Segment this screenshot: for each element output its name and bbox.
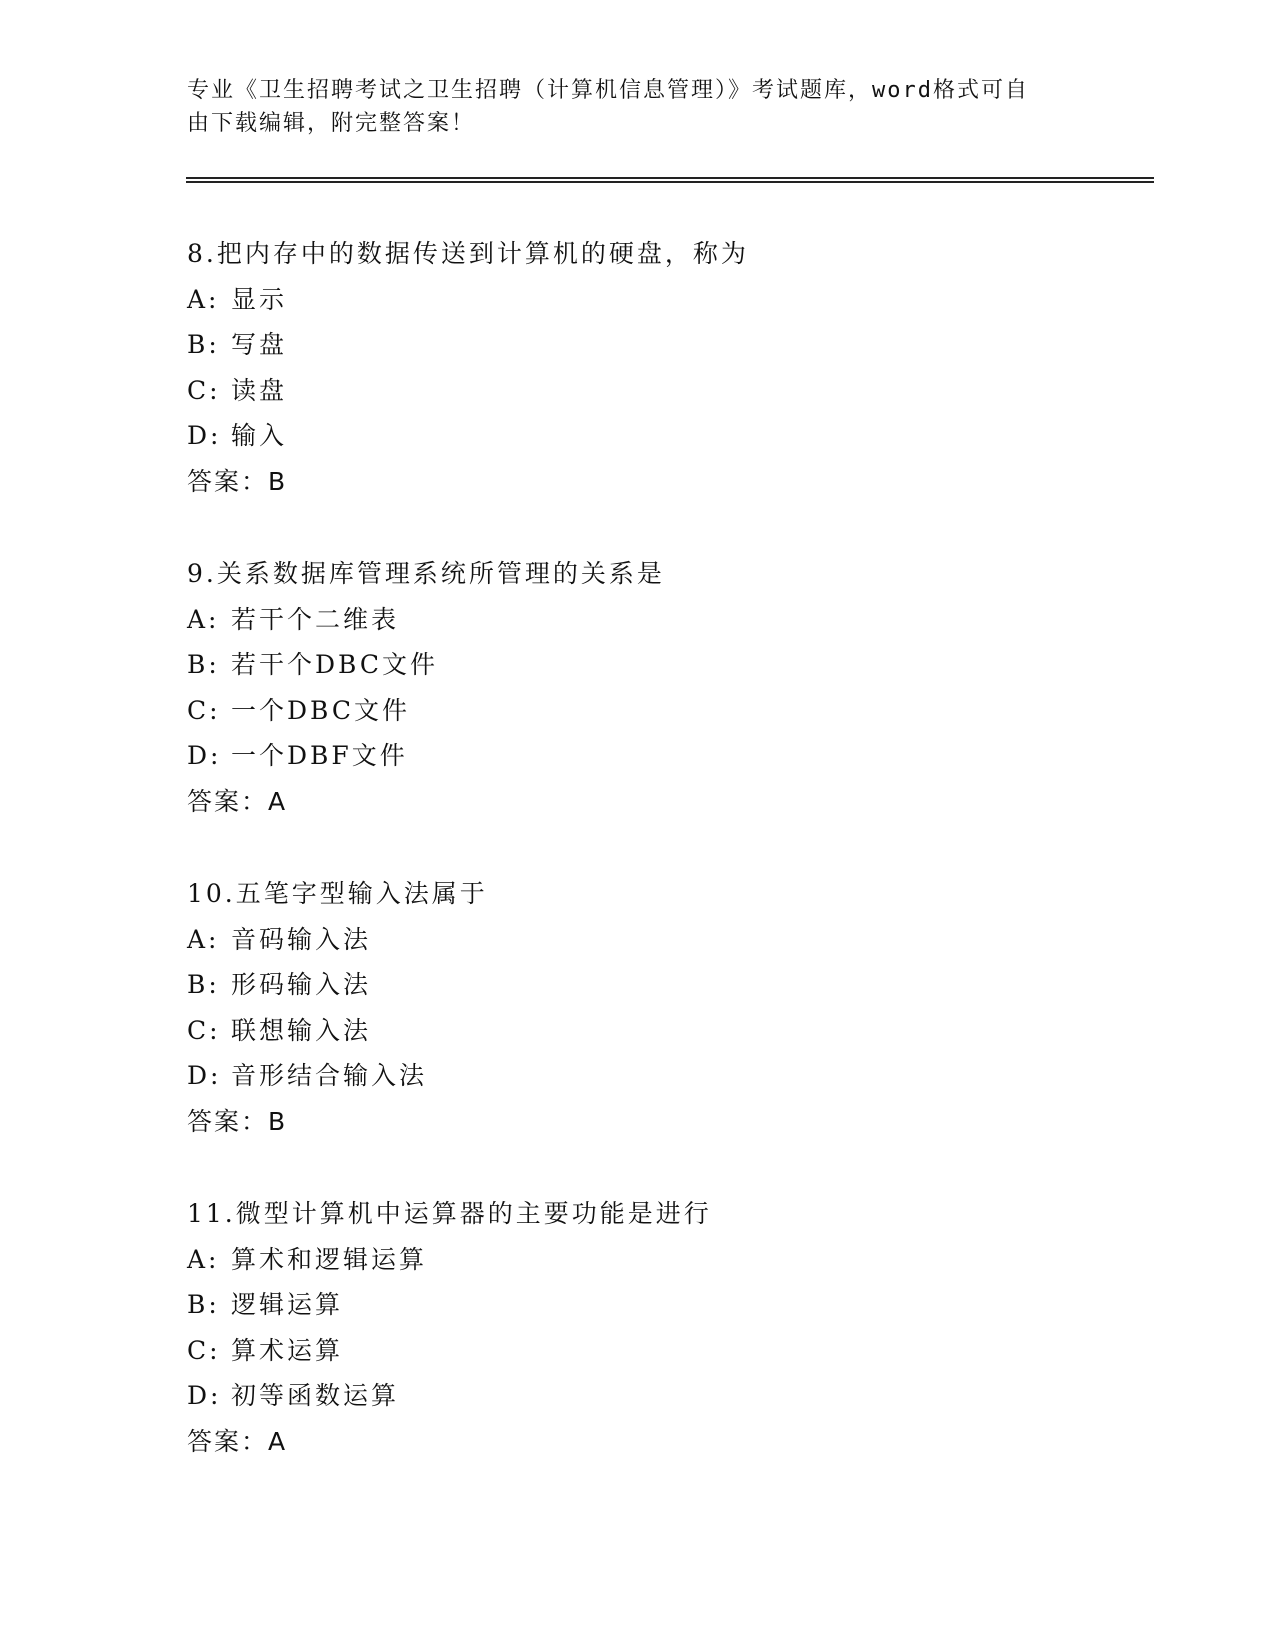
option-text: 读盘 <box>231 375 288 405</box>
answer-line: 答案：B <box>187 466 288 496</box>
option-b <box>187 967 1147 1013</box>
option-b <box>187 647 1147 693</box>
option-label: C: <box>187 695 221 725</box>
option-d <box>187 1378 1147 1424</box>
option-label: C: <box>187 375 221 405</box>
header-line-2: 由下载编辑，附完整答案！ <box>187 111 476 136</box>
option-label: B: <box>187 970 220 999</box>
question-stem: 8.把内存中的数据传送到计算机的硬盘，称为 <box>187 239 749 268</box>
option-text: 算术运算 <box>231 1335 344 1365</box>
option-a <box>187 602 1147 648</box>
question-stem: 9.关系数据库管理系统所管理的关系是 <box>187 559 665 588</box>
option-d <box>187 1058 1147 1104</box>
answer-line: 答案：A <box>187 1426 288 1456</box>
header-line-1: 专业《卫生招聘考试之卫生招聘（计算机信息管理）》考试题库，word格式可自 <box>187 78 1029 103</box>
option-text: 逻辑运算 <box>231 1290 344 1319</box>
option-text: 显示 <box>231 284 288 314</box>
option-text: 一个DBF文件 <box>231 741 408 770</box>
option-text: 音码输入法 <box>231 924 372 954</box>
option-text: 写盘 <box>231 330 288 359</box>
option-d <box>187 418 1147 464</box>
option-label: B: <box>187 330 220 359</box>
option-c <box>187 1013 1147 1059</box>
option-text: 形码输入法 <box>231 970 372 999</box>
option-label: D: <box>187 1061 222 1090</box>
question-list <box>187 236 1147 1516</box>
option-b <box>187 1287 1147 1333</box>
answer-line: 答案：B <box>187 1106 288 1136</box>
answer-line: 答案：A <box>187 786 288 816</box>
question-9 <box>187 556 1147 876</box>
question-11 <box>187 1196 1147 1516</box>
question-stem: 11.微型计算机中运算器的主要功能是进行 <box>187 1199 712 1228</box>
option-label: A: <box>187 1244 220 1274</box>
option-label: D: <box>187 421 222 450</box>
question-8 <box>187 236 1147 556</box>
option-c <box>187 373 1147 419</box>
option-a <box>187 282 1147 328</box>
option-b <box>187 327 1147 373</box>
option-c <box>187 1333 1147 1379</box>
question-stem: 10.五笔字型输入法属于 <box>187 879 488 908</box>
option-label: A: <box>187 284 220 314</box>
option-text: 一个DBC文件 <box>231 695 411 725</box>
option-label: D: <box>187 741 222 770</box>
option-label: D: <box>187 1381 222 1410</box>
option-label: A: <box>187 604 220 634</box>
option-d <box>187 738 1147 784</box>
option-a <box>187 1242 1147 1288</box>
option-label: C: <box>187 1335 221 1365</box>
option-text: 若干个DBC文件 <box>231 650 439 679</box>
option-text: 若干个二维表 <box>231 604 400 634</box>
option-label: B: <box>187 1290 220 1319</box>
option-text: 音形结合输入法 <box>231 1061 428 1090</box>
option-label: C: <box>187 1015 221 1045</box>
option-label: B: <box>187 650 220 679</box>
option-text: 初等函数运算 <box>231 1381 400 1410</box>
option-a <box>187 922 1147 968</box>
header-divider <box>186 177 1154 183</box>
option-label: A: <box>187 924 220 954</box>
document-header <box>187 74 1067 140</box>
question-10 <box>187 876 1147 1196</box>
option-text: 算术和逻辑运算 <box>231 1244 428 1274</box>
option-c <box>187 693 1147 739</box>
option-text: 输入 <box>231 421 288 450</box>
option-text: 联想输入法 <box>231 1015 372 1045</box>
